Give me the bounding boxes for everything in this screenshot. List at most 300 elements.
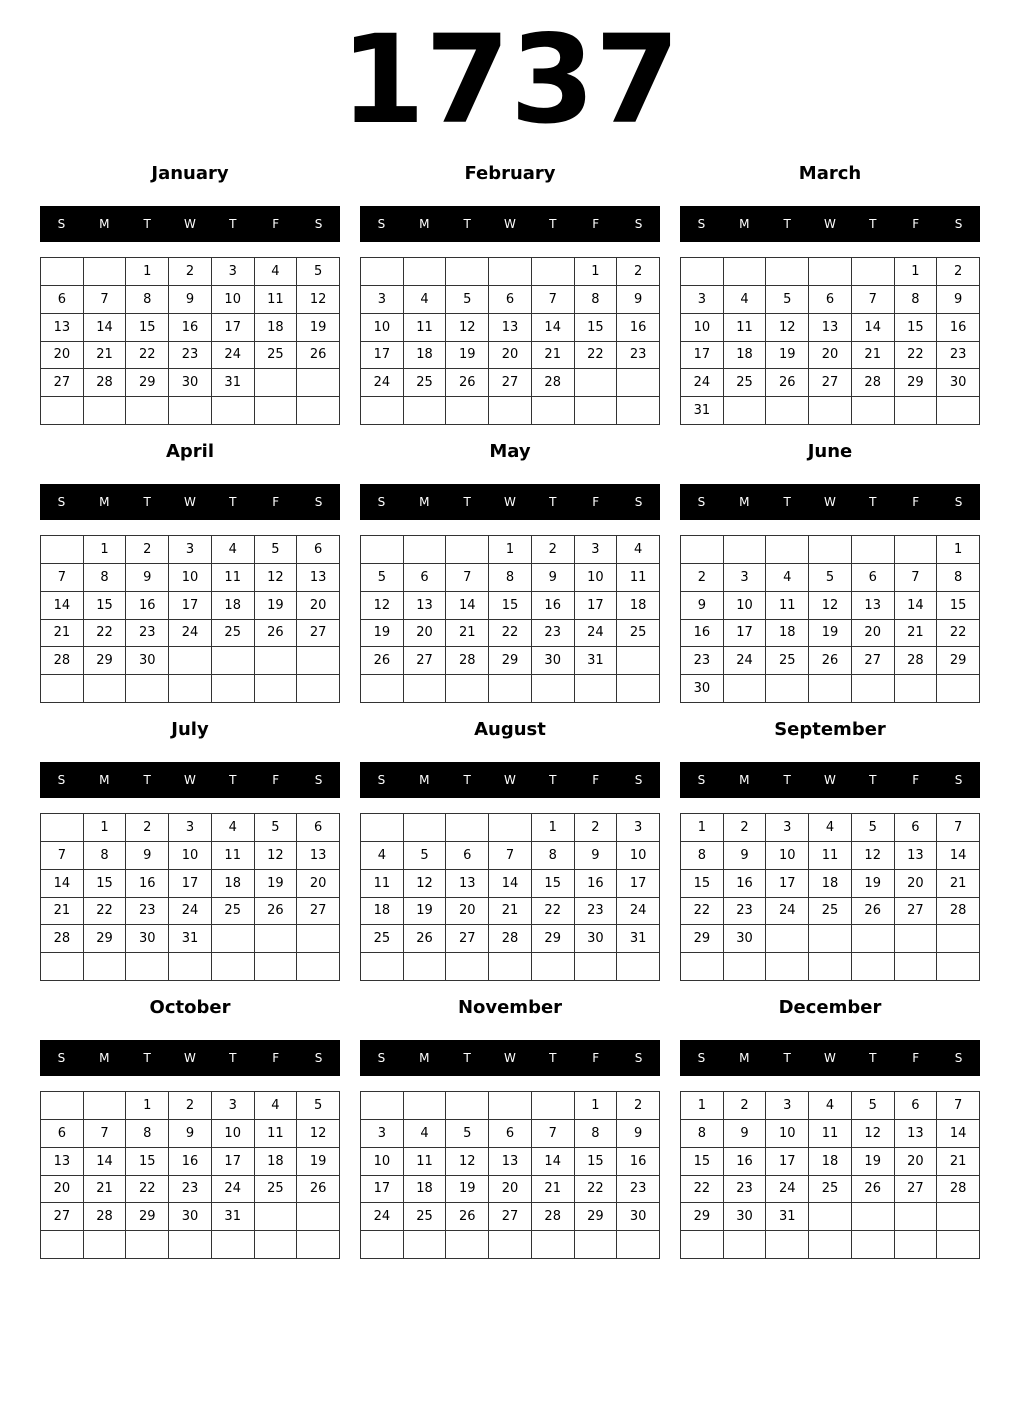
empty-cell — [169, 953, 212, 981]
empty-cell — [489, 675, 532, 703]
day-cell: 27 — [297, 620, 340, 648]
empty-cell — [852, 675, 895, 703]
day-cell: 4 — [255, 1092, 298, 1120]
day-cell: 27 — [41, 369, 84, 397]
day-cell: 2 — [169, 258, 212, 286]
day-cell: 4 — [766, 564, 809, 592]
day-cell: 20 — [895, 870, 938, 898]
day-cell: 12 — [446, 314, 489, 342]
weekday-label: W — [504, 495, 516, 509]
empty-cell — [766, 953, 809, 981]
day-cell: 28 — [852, 369, 895, 397]
day-cell: 5 — [809, 564, 852, 592]
weekday-header — [40, 762, 340, 798]
weekday-header — [360, 762, 660, 798]
empty-cell — [489, 258, 532, 286]
day-cell: 2 — [126, 814, 169, 842]
empty-cell — [809, 536, 852, 564]
day-cell: 19 — [255, 870, 298, 898]
day-cell: 30 — [532, 647, 575, 675]
day-cell: 28 — [84, 1203, 127, 1231]
day-cell: 22 — [84, 620, 127, 648]
day-cell: 14 — [84, 314, 127, 342]
day-cell: 8 — [681, 842, 724, 870]
empty-cell — [297, 397, 340, 425]
day-cell: 11 — [361, 870, 404, 898]
empty-cell — [255, 675, 298, 703]
day-cell: 5 — [852, 1092, 895, 1120]
day-cell: 3 — [361, 1120, 404, 1148]
empty-cell — [126, 953, 169, 981]
day-cell: 20 — [404, 620, 447, 648]
empty-cell — [361, 536, 404, 564]
empty-cell — [84, 258, 127, 286]
day-cell: 20 — [297, 592, 340, 620]
day-cell: 14 — [446, 592, 489, 620]
empty-cell — [724, 953, 767, 981]
day-cell: 15 — [895, 314, 938, 342]
day-cell: 11 — [212, 564, 255, 592]
empty-cell — [489, 953, 532, 981]
day-cell: 28 — [532, 369, 575, 397]
day-cell: 20 — [41, 1176, 84, 1204]
day-cell: 25 — [255, 342, 298, 370]
day-cell: 19 — [852, 870, 895, 898]
day-cell: 14 — [532, 1148, 575, 1176]
day-cell: 24 — [361, 1203, 404, 1231]
day-cell: 29 — [84, 925, 127, 953]
weekday-label: T — [783, 1051, 791, 1065]
day-cell: 13 — [852, 592, 895, 620]
day-cell: 2 — [617, 258, 660, 286]
day-cell: 2 — [724, 1092, 767, 1120]
weekday-label: S — [697, 1051, 706, 1065]
weekday-label: S — [634, 773, 643, 787]
day-cell: 26 — [446, 369, 489, 397]
day-cell: 4 — [361, 842, 404, 870]
day-cell: 23 — [937, 342, 980, 370]
day-cell: 4 — [404, 1120, 447, 1148]
day-cell: 22 — [681, 898, 724, 926]
day-cell: 22 — [489, 620, 532, 648]
day-cell: 16 — [681, 620, 724, 648]
day-cell: 15 — [532, 870, 575, 898]
day-cell: 8 — [84, 842, 127, 870]
day-cell: 7 — [446, 564, 489, 592]
day-cell: 16 — [532, 592, 575, 620]
weekday-label: T — [783, 495, 791, 509]
day-cell: 7 — [532, 1120, 575, 1148]
empty-cell — [404, 675, 447, 703]
day-cell: 27 — [489, 369, 532, 397]
day-cell: 20 — [852, 620, 895, 648]
weekday-label: T — [549, 773, 557, 787]
day-cell: 29 — [937, 647, 980, 675]
day-cell: 9 — [126, 564, 169, 592]
weekday-label: W — [824, 1051, 836, 1065]
empty-cell — [809, 397, 852, 425]
day-cell: 14 — [532, 314, 575, 342]
day-cell: 17 — [361, 1176, 404, 1204]
day-cell: 25 — [809, 1176, 852, 1204]
day-cell: 21 — [446, 620, 489, 648]
weekday-label: M — [419, 495, 430, 509]
empty-cell — [212, 647, 255, 675]
day-cell: 23 — [532, 620, 575, 648]
weekday-label: T — [869, 495, 877, 509]
day-cell: 6 — [489, 1120, 532, 1148]
day-cell: 19 — [852, 1148, 895, 1176]
day-grid — [360, 1091, 660, 1259]
day-cell: 28 — [41, 647, 84, 675]
empty-cell — [617, 675, 660, 703]
empty-cell — [361, 258, 404, 286]
day-cell: 24 — [681, 369, 724, 397]
day-cell: 22 — [126, 1176, 169, 1204]
weekday-label: M — [99, 773, 110, 787]
empty-cell — [809, 258, 852, 286]
day-cell: 20 — [297, 870, 340, 898]
empty-cell — [446, 536, 489, 564]
empty-cell — [255, 925, 298, 953]
weekday-label: M — [419, 217, 430, 231]
empty-cell — [532, 953, 575, 981]
day-cell: 23 — [724, 1176, 767, 1204]
day-cell: 29 — [681, 925, 724, 953]
day-cell: 28 — [446, 647, 489, 675]
weekday-label: F — [912, 495, 920, 509]
day-cell: 15 — [126, 1148, 169, 1176]
weekday-label: S — [377, 773, 386, 787]
day-cell: 8 — [937, 564, 980, 592]
day-cell: 5 — [766, 286, 809, 314]
day-cell: 22 — [532, 898, 575, 926]
day-cell: 3 — [766, 1092, 809, 1120]
weekday-header — [680, 762, 980, 798]
weekday-label: W — [184, 495, 196, 509]
empty-cell — [169, 1231, 212, 1259]
day-cell: 20 — [489, 342, 532, 370]
day-cell: 16 — [937, 314, 980, 342]
empty-cell — [532, 675, 575, 703]
day-cell: 6 — [41, 1120, 84, 1148]
empty-cell — [532, 397, 575, 425]
weekday-label: F — [272, 217, 280, 231]
day-cell: 3 — [361, 286, 404, 314]
day-cell: 24 — [575, 620, 618, 648]
day-cell: 5 — [361, 564, 404, 592]
empty-cell — [617, 397, 660, 425]
empty-cell — [297, 675, 340, 703]
day-cell: 7 — [41, 842, 84, 870]
day-cell: 18 — [255, 314, 298, 342]
weekday-label: T — [229, 773, 237, 787]
empty-cell — [766, 675, 809, 703]
empty-cell — [84, 1231, 127, 1259]
day-grid — [40, 813, 340, 981]
day-cell: 6 — [895, 814, 938, 842]
day-cell: 24 — [169, 898, 212, 926]
empty-cell — [297, 1203, 340, 1231]
day-cell: 8 — [84, 564, 127, 592]
weekday-label: F — [272, 773, 280, 787]
day-cell: 21 — [937, 1148, 980, 1176]
day-cell: 19 — [766, 342, 809, 370]
day-cell: 3 — [212, 258, 255, 286]
day-cell: 30 — [126, 925, 169, 953]
weekday-label: S — [954, 773, 963, 787]
day-cell: 31 — [169, 925, 212, 953]
day-cell: 26 — [852, 1176, 895, 1204]
day-cell: 27 — [297, 898, 340, 926]
day-cell: 24 — [617, 898, 660, 926]
day-cell: 22 — [681, 1176, 724, 1204]
day-cell: 6 — [809, 286, 852, 314]
day-cell: 3 — [724, 564, 767, 592]
day-cell: 6 — [404, 564, 447, 592]
day-cell: 14 — [937, 1120, 980, 1148]
day-grid — [40, 1091, 340, 1259]
empty-cell — [489, 1231, 532, 1259]
day-cell: 5 — [446, 1120, 489, 1148]
day-cell: 8 — [532, 842, 575, 870]
empty-cell — [297, 369, 340, 397]
day-cell: 7 — [937, 1092, 980, 1120]
day-cell: 22 — [84, 898, 127, 926]
day-cell: 31 — [575, 647, 618, 675]
weekday-label: W — [504, 1051, 516, 1065]
day-cell: 26 — [404, 925, 447, 953]
day-cell: 25 — [617, 620, 660, 648]
month-name: October — [149, 997, 231, 1018]
day-cell: 29 — [895, 369, 938, 397]
day-cell: 21 — [895, 620, 938, 648]
day-cell: 28 — [937, 1176, 980, 1204]
weekday-label: S — [377, 495, 386, 509]
empty-cell — [404, 1231, 447, 1259]
weekday-label: T — [869, 1051, 877, 1065]
day-cell: 11 — [724, 314, 767, 342]
weekday-label: M — [99, 495, 110, 509]
empty-cell — [41, 953, 84, 981]
day-cell: 18 — [724, 342, 767, 370]
weekday-label: T — [549, 217, 557, 231]
month-name: February — [464, 163, 556, 184]
day-cell: 26 — [297, 1176, 340, 1204]
day-cell: 25 — [766, 647, 809, 675]
day-cell: 2 — [681, 564, 724, 592]
weekday-label: S — [954, 1051, 963, 1065]
day-cell: 28 — [895, 647, 938, 675]
month-name: March — [798, 163, 862, 184]
day-cell: 15 — [681, 870, 724, 898]
day-cell: 6 — [297, 536, 340, 564]
weekday-label: T — [143, 773, 151, 787]
empty-cell — [937, 1231, 980, 1259]
day-cell: 30 — [169, 369, 212, 397]
empty-cell — [681, 1231, 724, 1259]
day-cell: 18 — [809, 870, 852, 898]
weekday-label: S — [634, 1051, 643, 1065]
day-cell: 28 — [532, 1203, 575, 1231]
empty-cell — [937, 1203, 980, 1231]
empty-cell — [126, 397, 169, 425]
day-cell: 15 — [937, 592, 980, 620]
empty-cell — [809, 1231, 852, 1259]
day-cell: 17 — [169, 870, 212, 898]
day-cell: 18 — [255, 1148, 298, 1176]
day-cell: 5 — [297, 258, 340, 286]
month-name: June — [807, 441, 853, 462]
day-grid — [40, 535, 340, 703]
day-cell: 4 — [212, 536, 255, 564]
day-cell: 25 — [212, 620, 255, 648]
day-cell: 16 — [126, 870, 169, 898]
day-cell: 26 — [446, 1203, 489, 1231]
day-cell: 11 — [766, 592, 809, 620]
day-cell: 27 — [446, 925, 489, 953]
day-cell: 21 — [489, 898, 532, 926]
day-cell: 10 — [724, 592, 767, 620]
day-cell: 30 — [681, 675, 724, 703]
day-cell: 4 — [212, 814, 255, 842]
empty-cell — [212, 1231, 255, 1259]
day-cell: 13 — [446, 870, 489, 898]
day-cell: 18 — [361, 898, 404, 926]
empty-cell — [446, 814, 489, 842]
day-cell: 21 — [84, 342, 127, 370]
empty-cell — [937, 953, 980, 981]
empty-cell — [297, 925, 340, 953]
month-name: November — [457, 997, 563, 1018]
empty-cell — [255, 1203, 298, 1231]
day-cell: 15 — [84, 592, 127, 620]
day-cell: 12 — [852, 842, 895, 870]
weekday-label: S — [314, 773, 323, 787]
empty-cell — [404, 397, 447, 425]
empty-cell — [446, 258, 489, 286]
weekday-label: S — [57, 773, 66, 787]
day-cell: 2 — [169, 1092, 212, 1120]
day-cell: 26 — [361, 647, 404, 675]
day-cell: 22 — [575, 342, 618, 370]
day-grid — [360, 535, 660, 703]
day-cell: 8 — [126, 286, 169, 314]
day-cell: 10 — [361, 314, 404, 342]
day-cell: 1 — [84, 814, 127, 842]
day-cell: 1 — [895, 258, 938, 286]
weekday-label: S — [377, 1051, 386, 1065]
day-cell: 30 — [126, 647, 169, 675]
empty-cell — [852, 953, 895, 981]
month-name: July — [171, 719, 209, 740]
empty-cell — [297, 953, 340, 981]
empty-cell — [41, 675, 84, 703]
weekday-label: F — [592, 495, 600, 509]
day-cell: 1 — [937, 536, 980, 564]
weekday-label: M — [419, 1051, 430, 1065]
empty-cell — [766, 1231, 809, 1259]
day-cell: 14 — [489, 870, 532, 898]
day-cell: 16 — [724, 1148, 767, 1176]
weekday-label: T — [463, 773, 471, 787]
day-cell: 10 — [169, 564, 212, 592]
empty-cell — [809, 1203, 852, 1231]
day-grid — [360, 813, 660, 981]
day-cell: 15 — [575, 314, 618, 342]
day-cell: 9 — [724, 842, 767, 870]
day-cell: 16 — [724, 870, 767, 898]
empty-cell — [212, 925, 255, 953]
empty-cell — [575, 1231, 618, 1259]
day-cell: 12 — [852, 1120, 895, 1148]
day-cell: 16 — [617, 1148, 660, 1176]
day-cell: 24 — [212, 1176, 255, 1204]
day-cell: 17 — [766, 1148, 809, 1176]
empty-cell — [617, 953, 660, 981]
weekday-label: T — [143, 1051, 151, 1065]
day-cell: 5 — [297, 1092, 340, 1120]
day-cell: 27 — [489, 1203, 532, 1231]
day-cell: 18 — [404, 342, 447, 370]
day-cell: 10 — [617, 842, 660, 870]
weekday-header — [680, 206, 980, 242]
day-cell: 31 — [766, 1203, 809, 1231]
day-cell: 16 — [169, 314, 212, 342]
day-cell: 13 — [895, 842, 938, 870]
day-cell: 10 — [212, 1120, 255, 1148]
empty-cell — [852, 1203, 895, 1231]
empty-cell — [297, 1231, 340, 1259]
day-cell: 21 — [937, 870, 980, 898]
empty-cell — [169, 675, 212, 703]
empty-cell — [852, 925, 895, 953]
empty-cell — [681, 258, 724, 286]
weekday-label: F — [272, 495, 280, 509]
empty-cell — [169, 397, 212, 425]
weekday-label: S — [697, 773, 706, 787]
day-cell: 24 — [169, 620, 212, 648]
empty-cell — [169, 647, 212, 675]
day-cell: 11 — [809, 1120, 852, 1148]
day-cell: 21 — [532, 1176, 575, 1204]
day-cell: 15 — [681, 1148, 724, 1176]
weekday-label: S — [954, 495, 963, 509]
day-cell: 1 — [126, 1092, 169, 1120]
day-cell: 10 — [575, 564, 618, 592]
day-cell: 16 — [575, 870, 618, 898]
day-cell: 27 — [404, 647, 447, 675]
day-cell: 29 — [532, 925, 575, 953]
day-cell: 17 — [212, 314, 255, 342]
day-cell: 8 — [575, 1120, 618, 1148]
day-cell: 14 — [937, 842, 980, 870]
empty-cell — [255, 369, 298, 397]
empty-cell — [446, 397, 489, 425]
day-cell: 23 — [617, 342, 660, 370]
day-cell: 2 — [937, 258, 980, 286]
empty-cell — [895, 953, 938, 981]
day-cell: 23 — [681, 647, 724, 675]
empty-cell — [809, 925, 852, 953]
day-cell: 18 — [809, 1148, 852, 1176]
day-cell: 3 — [212, 1092, 255, 1120]
day-cell: 12 — [446, 1148, 489, 1176]
empty-cell — [937, 925, 980, 953]
day-cell: 13 — [41, 314, 84, 342]
empty-cell — [361, 1092, 404, 1120]
empty-cell — [361, 397, 404, 425]
